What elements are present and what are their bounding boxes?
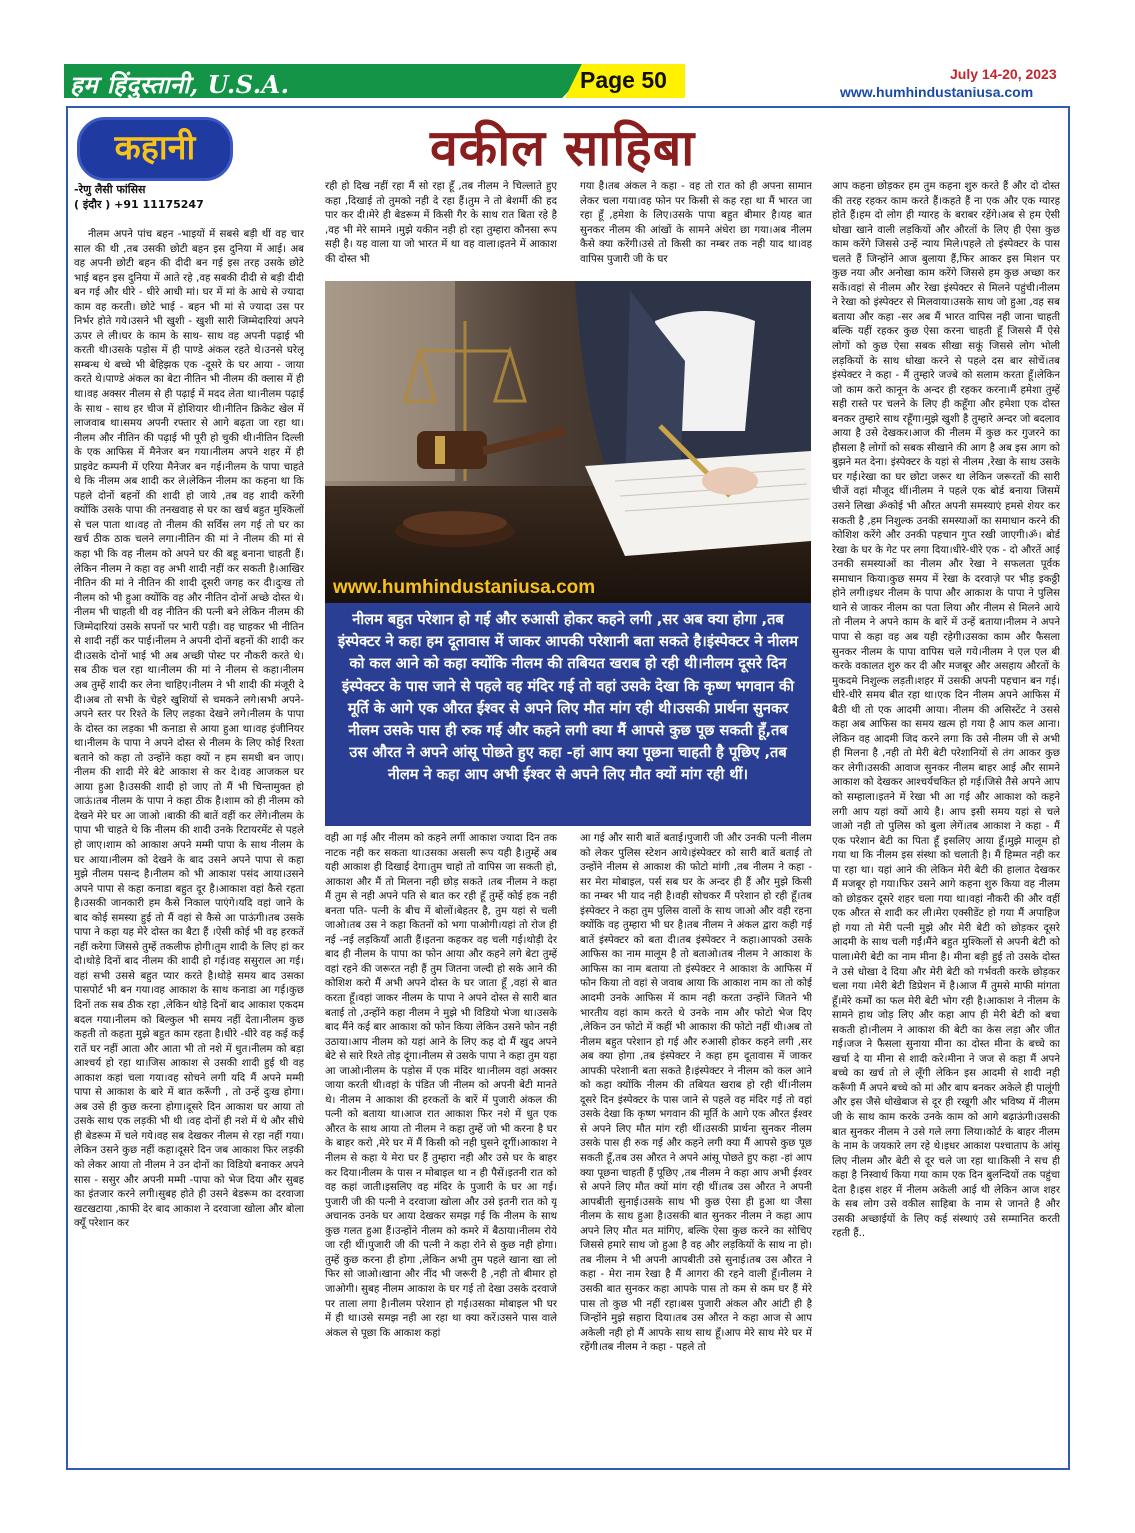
column-4 [832, 180, 1060, 1460]
column-2-bottom-text: वही आ गई और नीलम को कहने लगीं आकाश ज्यादा दिन तक नाटक नही कर सकता था।उसका असली रूप यही है।तुम्हें अब यही आकाश ही दिखाई देगा।तुम चाहो तो वापिस जा सकती हो, आकाश और मैं तो मिलना नही छोड़ सकते ।तब नीलम ने कहा मैं तुम से नही अपने पति से बात कर रही हूँ तुम्हें कोई हक नही बनता पति- पत्नी के बीच में बोलों।बेहतर है, तुम यहां से चली जाओ।तब उस ने कहा कितनों को भगा पाओगी।यहां तो रोज ही नई -नई लड़कियाँ आती हैं।इतना कहकर वह चली गई।थोड़ी देर बाद ही नीलम के पापा का फोन आया और कहने लगे बेटा तुम्हें वहां रहने की जरूरत नही हैं तुम जितना जल्दी हो सके आने की कोशिश करो मैं अभी अपने दोस्त के घर जाता हूँ ,वहां से बात करता हूँ।वहां जाकर नीलम के पापा ने अपने दोस्त से सारी बात बताई तो ,उन्होंने कहा नीलम ने मुझे भी विडियो भेजा था।उसके बाद मैंने कई बार आकाश को फोन किया लेकिन उसने फोन नही उठाया।आप नीलम को यहां आने के लिए कह दो मैं खुद अपने बेटे से सारे रिश्ते तोड़ दूंगा।नीलम से उसके पापा ने कहा तुम यहा आ जाओ।नीलम के पड़ोस में एक मंदिर था।नीलम वहां अक्सर जाया करती थी।वहां के पंडित जी नीलम को अपनी बेटी मानते थे। नीलम ने आकाश की हरकतों के बारें में पुजारी अंकल की पत्नी को बताया था।आज रात आकाश फिर नशे में धुत एक औरत के साथ आया तो नीलम ने कहा तुम्हें जो भी करना है घर के बाहर करो ,मेरे घर में मैं किसी को नही घुसने दूगीं।आकाश ने नीलम से कहा ये मेरा घर हैं तुम्हारा नही और उसे घर के बाहर कर दिया।नीलम के पास न मोबाइल था न ही पैसें।इतनी रात को वह कहां जाती।इसलिए वह मंदिर के पुजारी के घर आ गई।पुजारी जी की पत्नी ने दरवाजा खोला और उसे इतनी रात को यू अचानक उनके घर आया देखकर समझ गई कि नीलम के साथ कुछ गलत हुआ हैं।उन्होंने नीलम को कमरे में बैठाया।नीलम रोये जा रही थीं।पुजारी जी की पत्नी ने कहा रोने से कुछ नही होगा।तुम्हें कुछ करना ही होगा ,लेकिन अभी तुम पहले खाना खा लो फिर सो जाओ।खाना और नींद भी जरूरी है ,नही तो बीमार हो जाओगी। सुबह नीलम आकाश के घर गई तो देखा उसके दरवाजे पर ताला लगा है।नीलम परेशान हो गई।उसका मोबाइल भी घर में ही था।उसे समझ नही आ रहा था क्या करें।उसने पास वाले अंकल से पूछा कि आकाश कहां [325, 833, 557, 1339]
page-number: Page 50 [580, 67, 667, 93]
column-2-top [325, 180, 557, 280]
column-3-bottom-text: आ गई और सारी बातें बताई।पुजारी जी और उनकी पत्नी नीलम को लेकर पुलिस स्टेशन आये।इंस्पेक्टर को सारी बातें बताई तो उन्होंने नीलम से आकाश की फोटो मांगी ,तब नीलम ने कहा - सर मेरा मोबाइल, पर्स सब घर के अन्दर ही हैं और मुझे किसी का नम्बर भी याद नही है।वही सोचकर मैं परेशान हो रही हूँ।तब इंस्पेक्टर ने कहा तुम पुलिस वालों के साथ जाओ और वही रहना क्योंकि वह तुम्हारा भी घर है।तब नीलम ने अंकल द्वारा कही गई बातें इंस्पेक्टर को बता दी।तब इंस्पेक्टर ने कहा।आपको उसके आफिस का नाम मालूम है तो बताओ।तब नीलम ने आकाश के आफिस का नाम बताया तो इंस्पेक्टर ने आकाश के आफिस में फोन किया तो वहां से जवाब आया कि आकाश नाम का तो कोई आदमी उनके आफिस में काम नही करता उन्होंने जितने भी भारतीय वहां काम करते थे उनके नाम और फोटो भेज दिए ,लेकिन उन फोटो में कहीं भी आकाश की फोटो नहीं थी।अब तो नीलम बहुत परेशान हो गई और रुआसी होकर कहने लगी ,सर अब क्या होगा ,तब इंस्पेक्टर ने कहा हम दूतावास में जाकर आपकी परेशानी बता सकते है।इंस्पेक्टर ने नीलम को कल आने को कहा क्योंकि नीलम की तबियत खराब हो रही थीं।नीलम दूसरे दिन इंस्पेक्टर के पास जाने से पहले वह मंदिर गई तो वहां उसके देखा कि कृष्ण भगवान की मूर्ति के आगे एक औरत ईश्वर से अपने लिए मौत मांग रही थीं।उसकी प्रार्थना सुनकर नीलम उसके पास ही रुक गई और कहने लगी क्या मैं आपसे कुछ पूछ सकती हूँ,तब उस औरत ने अपने आंसू पोछते हुए कहा -हां आप क्या पूछना चाहती हैं पूछिए ,तब नीलम ने कहा आप अभी ईश्वर से अपने लिए मौत क्यों मांग रही थीं।तब उस औरत ने अपनी आपबीती सुनाई।उसके साथ भी कुछ ऐसा ही हुआ था जैसा नीलम के साथ हुआ है।उसकी बात सुनकर नीलम ने कहा आप अपने लिए मौत मत मांगिए, बल्कि ऐसा कुछ करने का सोचिए जिससे हमारे साथ जो हुआ है वह और लड़कियों के साथ ना हो।तब नीलम ने भी अपनी आपबीती उसे सुनाई।तब उस औरत ने कहा - मेरा नाम रेखा है मैं आगरा की रहने वाली हूँ।नीलम ने उसकी बात सुनकर कहा आपके पास तो कम से कम घर हैं मेरे पास तो कुछ भी नहीं रहा।बस पुजारी अंकल और आंटी ही है जिन्होंने मुझे सहारा दिया।तब उस औरत ने कहा आज से आप अकेली नही हो मैं आपके साथ साथ हूँ।आप मेरे साथ मेरे घर में रहेंगी।तब नीलम ने कहा - पहले तो [580, 833, 812, 1354]
column-4-text: आप कहना छोड़कर हम तुम कहना शुरु करते हैं और दो दोस्त की तरह रहकर काम करते हैं।कहते हैं ना एक और एक ग्यारह होते हैं।हम दो लोग ही ग्यारह के बराबर रहेंगे।अब से हम ऐसी धोखा खाने वाली लड़कियों और औरतों के लिए ही ऐसा कुछ काम करेंगे जिससे उन्हें न्याय मिले।पहले तो इंस्पेक्टर के पास चलते हैं जिन्होंने आज बुलाया हैं,फिर आकर इस मिशन पर कुछ नया और अनोखा काम करेंगे जिससे हम कुछ अच्छा कर सकें।वहां से नीलम और रेखा इंस्पेक्टर से मिलने पहुंची।नीलम ने रेखा को इंस्पेक्टर से मिलवाया।उसके साथ जो हुआ ,वह सब बताया और कहा -सर अब मैं भारत वापिस नही जाना चाहती बल्कि यहीं रहकर कुछ ऐसा करना चाहती हूँ जिससे मैं ऐसे लोगों को कुछ ऐसा सबक सीखा सकूं जिससे लोग भोली लड़कियों के साथ धोखा करने से पहले दस बार सोचें।तब इंस्पेक्टर ने कहा - मैं तुम्हारे जज्बे को सलाम करता हूँ।लेकिन जो काम करो कानून के अन्दर ही रहकर करना।मैं हमेशा तुम्हें सही रास्ते पर चलने के लिए ही कहूँगा और हमेशा एक दोस्त बनकर तुम्हारे साथ रहूँगा।मुझे खुशी है तुम्हारे अन्दर जो बदलाव आया है उसे देखकर।आज की नीलम में कुछ कर गुजरने का हौसला है लोगों को सबक सीखाने की आग है अब इस आग को बुझने मत देना। इंस्पेक्टर के यहां से नीलम ,रेखा के साथ उसके घर गई।रेखा का घर छोटा जरूर था लेकिन जरूरतों की सारी चीजें वहां मौजूद थीं।नीलम ने पहले एक बोर्ड बनाया जिसमें उसने लिखा ॐकोई भी औरत अपनी समस्याएं हमसे शेयर कर सकती है ,हम निशुल्क उनकी समस्याओं का समाधान करने की कोशिश करेंगे और उनकी पहचान गुप्त रखी जाएगी।ॐ। बोर्ड रेखा के घर के गेट पर लगा दिया।धीरे-धीरे एक - दो औरतें आई उनकी समस्याओं का नीलम और रेखा ने सफलता पूर्वक समाधान किया।कुछ समय में रेखा के दरवाज़े पर भीड़ इकठ्ठी होने लगी।इधर नीलम के पापा और आकाश के पापा ने पुलिस थाने से जाकर नीलम का पता लिया और नीलम से मिलने आये तो नीलम ने अपने काम के बारें में उन्हें बताया।नीलम ने अपने पापा से कहा वह अब यही रहेगी।उसका काम और फैसला सुनकर नीलम के पापा वापिस चले गये।नीलम ने एल एल बी करके वकालत शुरु कर दी और मजबूर और असहाय औरतों के मुकदमे निशुल्क लड़ती।शहर में उसकी अपनी पहचान बन गई।धीरे-धीरे समय बीत रहा था।एक दिन नीलम अपने आफिस में बैठी थी तो एक आदमी आया। नीलम की असिस्टेंट ने उससे कहा अब आफिस का समय खत्म हो गया है आप कल आना। लेकिन वह आदमी जिद करने लगा कि उसे नीलम जी से अभी ही मिलना है ,नही तो मेरी बेटी परेशानियों से तंग आकर कुछ कर लेगी।उसकी आवाज सुनकर नीलम बाहर आई और सामने आकाश को देखकर आश्चर्यचकित हो गई।जिसे तैसे अपने आप को सम्हाला।इतने में रेखा भी आ गई और आकाश को कहने लगी आप यहां क्यों आये है। आप इसी समय यहां से चले जाओ नही तो पुलिस को बुला लेगें।तब आकाश ने कहा - मैं एक परेशान बेटी का पिता हूँ इसलिए आया हूँ।मुझे मालूम हो गया था कि नीलम इस संस्था को चलाती है। मैं हिम्मत नही कर पा रहा था। यहां आने की लेकिन मेरी बेटी की हालात देखकर मैं मजबूर हो गया।फिर उसने आगे कहना शुरु किया वह नीलम को छोड़कर दूसरे शहर चला गया था।वहां नौकरी की और वहीं एक औरत से शादी कर ली।मेरा एक्सीडेंट हो गया मैं अपाहिज हो गया तो मेरी पत्नी मुझे और मेरी बेटी को छोड़कर दूसरे आदमी के साथ चली गईं।मैंने बहुत मुश्किलों से अपनी बेटी को पाला।मेरी बेटी का नाम मीना है। मीना बड़ी हुई तो उसके दोस्त ने उसे धोखा दे दिया और मेरी बेटी को गर्भवती करके छोड़कर चला गया ।मेरी बेटी डिप्रेशन में है।आज मैं तुमसे माफी मांगता हूँ।मेरे कर्मों का फल मेरी बेटी भोग रही है।आकाश ने नीलम के सामने हाथ जोड़ लिए और कहा आप ही मेरी बेटी को बचा सकती हो।नीलम ने आकाश की बेटी का केस लड़ा और जीत गई।जज ने फैसला सुनाया मीना का दोस्त मीना के बच्चे का खर्चा दे या मीना से शादी करे।मीना ने जज से कहा मैं अपने बच्चे का खर्च तो ले लूँगी लेकिन इस आदमी से शादी नही करूँगी मैं अपने बच्चे को मां और बाप बनकर अकेले ही पालूंगी और इस जैसे धोखेबाज से दूर ही रखूगी और भविष्य में नीलम जी के साथ काम करके उनके काम को आगे बढ़ाऊंगी।उसकी बात सुनकर नीलम ने उसे गले लगा लिया।कोर्ट के बाहर नीलम के नाम के जयकारे लग रहे थे।इधर आकाश पश्चाताप के आंसू लिए नीलम और बेटी से दूर चले जा रहा था।किसी ने सच ही कहा है निस्वार्थ किया गया काम एक दिन बुलन्दियों तक पहुंचा देता है।इस शहर में नीलम अकेली आई थी लेकिन आज शहर के सब लोग उसे वकील साहिबा के नाम से जानते है और उसकी अच्छाईयों के लिए कई संस्थाएं उसे सम्मानित करती रहती हैं.. [832, 181, 1060, 1240]
column-1 [74, 228, 304, 1460]
column-2-bottom [325, 832, 557, 1460]
author-block [74, 182, 204, 212]
column-3-bottom [580, 832, 812, 1460]
story-photo [325, 281, 811, 603]
column-3-top [580, 180, 812, 280]
section-badge [77, 117, 233, 181]
author-name: -रेणु लैसी फांसिस [74, 183, 146, 196]
pull-quote-text: नीलम बहुत परेशान हो गई और रुआसी होकर कहने लगी ,सर अब क्या होगा ,तब इंस्पेक्टर ने कहा हम दूतावास में जाकर आपकी परेशानी बता सकते है।इंस्पेक्टर ने नीलम को कल आने को कहा क्योंकि नीलम की तबियत खराब हो रही थी।नीलम दूसरे दिन इंस्पेक्टर के पास जाने से पहले वह मंदिर गई तो वहां उसके देखा कि कृष्ण भगवान की मूर्ति के आगे एक औरत ईश्वर से अपने लिए मौत मांग रही थी।उसकी प्रार्थना सुनकर नीलम उसके पास ही रुक गई और कहने लगी क्या मैं आपसे कुछ पूछ सकती हूँ,तब उस औरत ने अपने आंसू पोछते हुए कहा -हां आप क्या पूछना चाहती है पूछिए ,तब नीलम ने कहा आप अभी ईश्वर से अपने लिए मौत क्यों मांग रही थीं। [337, 611, 799, 784]
author-contact: ( इंदौर ) +91 11175247 [74, 198, 204, 211]
website-link[interactable]: www.humhindustaniusa.com [840, 84, 1034, 100]
column-2-top-text: रही हो दिख नहीं रहा मैं सो रहा हूँ ,तब नीलम ने चिल्लाते हुए कहा ,दिखाई तो तुमको नही दे रहा हैं।तुम ने तो बेशर्मी की हद पार कर दी।मेरे ही बेडरूम में किसी गैर के साथ रात बिता रहे है ,वह भी मेरे सामने ।मुझे यकीन नही हो रहा तुम्हारा कौनसा रूप सही है। यह वाला या जो भारत में था वह वाला।इतने में आकाश की दोस्त भी [325, 181, 557, 265]
newspaper-title: हम हिंदुस्तानी, U.S.A. [70, 70, 290, 99]
photo-caption[interactable]: www.humhindustaniusa.com [333, 577, 596, 598]
column-1-text: नीलम अपने पांच बहन -भाइयों में सबसे बड़ी थीं वह चार साल की थी ,तब उसकी छोटी बहन इस दुनिया में आई। अब वह अपनी छोटी बहन की दीदी बन गई इस तरह उसके छोटे भाई बहन इस दुनिया में आते रहे ,वह सबकी दीदी से बड़ी दीदी बन गई और धीरे - धीरे आधी मां। घर में मां के आधे से ज्यादा काम वह करती। छोटे भाई - बहन भी मां से ज्यादा उस पर निर्भर होते गये।उसने भी खुशी - खुशी सारी जिम्मेदारियां अपने ऊपर ले ली।घर के काम के साथ- साथ वह अपनी पढ़ाई भी करती थी।उसके पड़ोस में ही पाण्डे अंकल रहते थे।उनसे घरेलू सम्बन्ध थे बच्चे भी बेहिझक एक -दूसरे के घर आया - जाया करते थे।पाण्डे अंकल का बेटा नीतिन भी नीलम की क्लास में ही था।वह अक्सर नीलम से ही पढ़ाई में मदद लेता था।नीलम पढ़ाई के साथ - साथ हर चीज में होशियार थी।नीतिन क्रिकेट खेल में लाजवाब था।समय अपनी रफ्तार से आगे बढ़ता जा रहा था।नीलम और नीतिन की पढ़ाई भी पूरी हो चुकी थी।नीतिन दिल्ली के एक आफिस में मैनेजर बन गया।नीलम अपने शहर में ही प्राइवेट कम्पनी में एरिया मैनेजर बन गई।नीलम के पापा चाहते थे कि नीलम अब शादी कर ले।लेकिन नीलम का कहना था कि पहले दोनों बहनों की शादी हो जाये ,तब वह शादी करेंगी क्योंकि उसके पापा की तनखवाह से घर का खर्च बहुत मुश्किलों से चल पाता था।वह तो नीलम की सर्विस लग गई तो घर का खर्च ठीक ठाक चलने लगा।नीतिन की मां ने नीलम की मां से कहा भी कि वह नीलम को अपने घर की बहू बनाना चाहती हैं।लेकिन नीलम ने कहा वह अभी शादी नहीं कर सकती है।आखिर नीतिन की मां ने नीतिन की शादी दूसरी जगह कर दी।दुःख तो नीलम को भी हुआ क्योंकि वह और नीतिन दोनों अच्छे दोस्त थे।नीलम भी चाहती थी वह नीतिन की पत्नी बने लेकिन नीलम की जिम्मेदारियां उसके सपनों पर भारी पड़ी। वह चाहकर भी नीतिन से शादी नहीं कर पाई।नीलम ने अपनी दोनों बहनों की शादी कर दी।उसके दोनों भाई भी अब अच्छी पोस्ट पर नौकरी करते थे।सब ठीक चल रहा था।नीलम की मां ने नीलम से कहा।नीलम अब तुम्हें शादी कर लेना चाहिए।नीलम ने भी शादी की मंजूरी दे दी।अब तो सभी के चेहरे खुशियों से चमकने लगे।सभी अपने- अपने स्तर पर रिश्ते के लिए लड़का देखने लगे।नीलम के पापा के दोस्त का लड़का भी कनाडा से आया हुआ था।वह इंजीनियर था।नीलम के पापा ने अपने दोस्त से नीलम के लिए कोई रिश्ता बताने को कहा तो उन्होंने कहा क्यों न हम समधी बन जाए।नीलम की शादी मेरे बेटे आकाश से कर दे।वह आजकल घर आया हुआ है।उसकी शादी हो जाए तो मैं भी चिन्तामुक्त हो जाऊं।तब नीलम के पापा ने कहा ठीक है।शाम को ही नीलम को देखने मेरे घर आ जाओ ।बाकी की बातें वहीं कर लेंगे।नीलम के पापा भी चाहते थे कि नीलम की शादी उनके रिटायरमेंट से पहले हो जाए।शाम को आकाश अपने मम्मी पापा के साथ नीलम के घर आया।नीलम को देखने के बाद उसने अपने पापा से कहा मुझे नीलम पसन्द है।नीलम को भी आकाश पसंद आया।उसने अपने पापा से कहा कनाडा बहुत दूर है।आकाश वहां कैसे रहता है।उसकी जानकारी हम कैसे निकाल पाएंगे।यदि वहां जाने के बाद कोई समस्या हुई तो मैं वहां से कैसे आ पाऊंगी।तब उसके पापा ने कहा यह मेरे दोस्त का बैटा हैं ।ऐसी कोई भी वह हरकतें नहीं करेगा जिससे तुम्हें तकलीफ होगी।तुम शादी के लिए हां कर दो।थोड़े दिनों बाद नीलम की शादी हो गई।वह ससुराल आ गई।वहां सभी उससे बहुत प्यार करते है।थोड़े समय बाद उसका पासपोर्ट भी बन गया।वह आकाश के साथ कनाडा आ गई।कुछ दिनों तक सब ठीक रहा ,लेकिन थोड़े दिनों बाद आकाश एकदम बदल गया।नीलम को बिल्कुल भी समय नहीं देता।नीलम कुछ कहती तो कहता मुझे बहुत काम रहता है।धीरे -धीरे वह कई कई रातें घर नहीं आता और आता भी तो नशे में धुत।नीलम को बड़ा आश्चर्य हो रहा था।जिस आकाश से उसकी शादी हुई थी वह आकाश कहां चला गया।वह सोचने लगी यदि मैं अपने मम्मी पापा से आकाश के बारे में बात करूँगी , तो उन्हें दुःख होगा।अब उसे ही कुछ करना होगा।दूसरे दिन आकाश घर आया तो उसके साथ एक लड़की भी थी ।वह दोनों ही नशे में थे और सीधे ही बेडरूम में चले गये।वह सब देखकर नीलम से रहा नहीं गया।लेकिन उसने कुछ नहीं कहा।दूसरे दिन जब आकाश फिर लड़की को लेकर आया तो नीलम ने उन दोनों का विडियो बनाकर अपने सास - ससुर और अपनी मम्मी -पापा को भेज दिया और सुबह का इंतजार करने लगी।सुबह होते ही उसने बेडरूम का दरवाजा खटखटाया ,काफी देर बाद आकाश ने दरवाजा खोला और बोला क्यूँ परेशान कर [74, 229, 304, 1230]
pull-quote-box [325, 603, 811, 826]
column-3-top-text: गया है।तब अंकल ने कहा - वह तो रात को ही अपना सामान लेकर चला गया।वह फोन पर किसी से कह रहा था मैं भारत जा रहा हूँ ,हमेशा के लिए।उसके पापा बहुत बीमार है।यह बात सुनकर नीलम की आंखों के सामने अंधेरा छा गया।अब नीलम कैसे क्या करेंगी।उसे तो किसी का नम्बर तक नही याद था।वह वापिस पुजारी जी के घर [580, 181, 812, 265]
issue-date: July 14-20, 2023 [950, 66, 1057, 82]
story-title: वकील साहिबा [430, 118, 696, 177]
gavel-lawyer-image [325, 281, 811, 603]
section-label: कहानी [114, 128, 196, 168]
